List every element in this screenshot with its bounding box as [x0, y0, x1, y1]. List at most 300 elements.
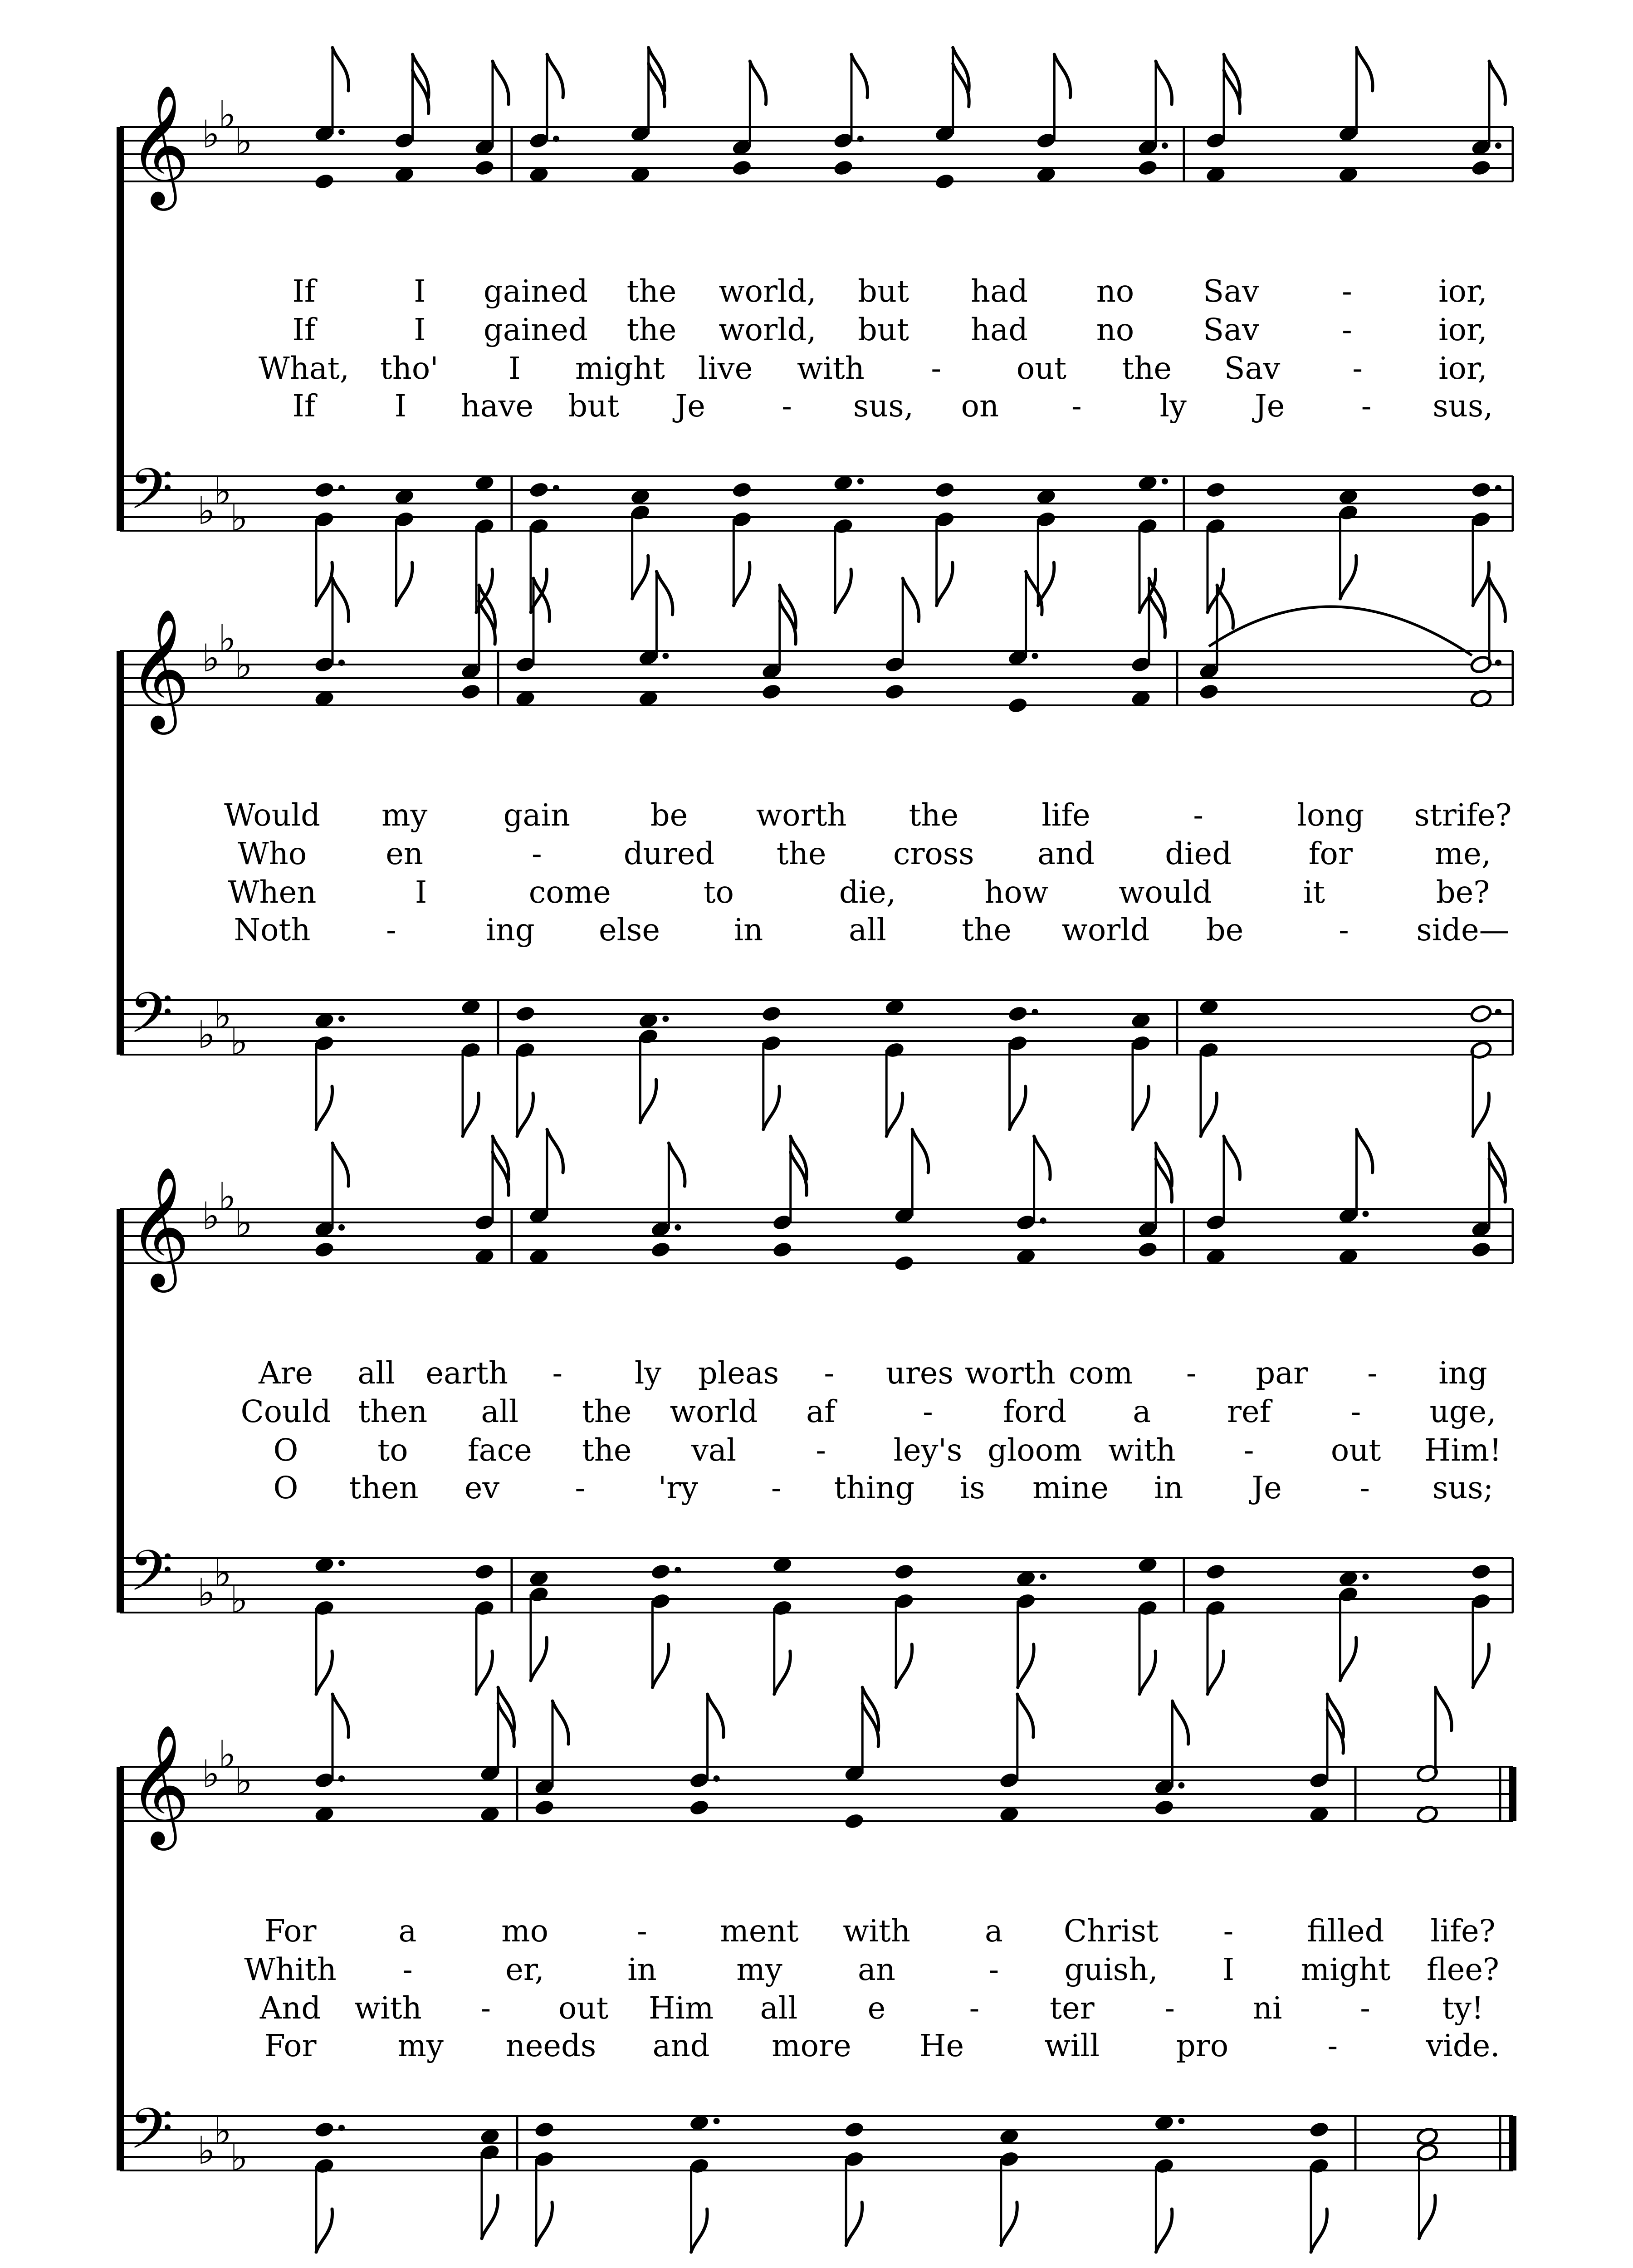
note-flag — [316, 562, 332, 606]
note-flag — [547, 54, 563, 98]
soprano-note — [998, 1694, 1033, 1789]
note-flag — [1139, 1651, 1156, 1694]
notehead — [884, 683, 905, 701]
lyric-syllable: out — [1016, 351, 1067, 386]
lyric-syllable: ior, — [1438, 351, 1487, 386]
lyric-syllable: I — [415, 875, 427, 910]
system-1 — [120, 48, 1513, 612]
flat-sign-icon: ♭ — [218, 616, 236, 661]
verse-4-lyrics — [234, 912, 1509, 948]
lyric-syllable: ures — [885, 1355, 953, 1391]
notehead — [650, 1241, 671, 1259]
notehead — [533, 1799, 555, 1817]
lyric-syllable: how — [984, 875, 1049, 910]
bass-note — [1015, 1592, 1037, 1687]
lyric-syllable: face — [467, 1432, 532, 1468]
notehead — [474, 1563, 495, 1581]
soprano-note — [313, 578, 348, 674]
alto-note — [1137, 159, 1158, 177]
soprano-note — [650, 1143, 685, 1238]
lyric-syllable: Sav — [1203, 274, 1259, 309]
augmentation-dot — [714, 1775, 720, 1782]
lyric-hyphen: - — [532, 836, 542, 871]
note-flag — [332, 1143, 349, 1186]
soprano-note — [1338, 48, 1373, 143]
note-flag — [708, 1694, 724, 1737]
notehead — [1198, 683, 1219, 701]
verse-1-lyrics — [264, 1913, 1495, 1949]
lyric-syllable: pro — [1176, 2028, 1229, 2063]
augmentation-dot — [1162, 478, 1168, 484]
lyric-hyphen: - — [1352, 351, 1363, 386]
soprano-note — [479, 1687, 514, 1783]
verse-1-lyrics — [292, 274, 1487, 309]
treble-clef-icon: 𝄞 — [128, 1724, 190, 1845]
lyric-syllable: all — [481, 1394, 519, 1429]
lyric-syllable: sus, — [853, 388, 914, 424]
alto-note — [1470, 159, 1491, 177]
notehead — [1154, 1799, 1175, 1817]
note-flag — [332, 1694, 349, 1737]
lyric-syllable: O — [273, 1470, 298, 1505]
lyric-syllable: might — [575, 351, 665, 386]
lyric-hyphen: - — [575, 1470, 586, 1505]
augmentation-dot — [1032, 653, 1038, 659]
soprano-note — [1205, 54, 1240, 150]
lyric-syllable: be — [1206, 912, 1244, 948]
note-flag — [1436, 1687, 1452, 1730]
lyric-syllable: with — [354, 1990, 422, 2026]
lyric-syllable: 'ry — [658, 1470, 699, 1505]
lyric-syllable: mine — [1032, 1470, 1109, 1505]
note-flag — [531, 1637, 547, 1681]
alto-note — [650, 1241, 671, 1259]
bass-note — [1130, 1034, 1151, 1129]
lyric-syllable: might — [1301, 1952, 1391, 1987]
lyric-syllable: For — [264, 2028, 317, 2063]
bass-clef-icon: 𝄢 — [129, 2097, 173, 2175]
verse-4-lyrics — [274, 1470, 1494, 1505]
augmentation-dot — [675, 1567, 681, 1573]
bass-note — [313, 1034, 335, 1129]
lyric-syllable: gained — [484, 274, 588, 309]
lyric-hyphen: - — [1361, 388, 1372, 424]
tenor-note — [650, 1563, 681, 1581]
soprano-note — [772, 1136, 807, 1232]
lyric-syllable: en — [386, 836, 424, 871]
note-flag — [552, 1701, 569, 1744]
soprano-note — [1007, 572, 1042, 667]
note-flag — [316, 1086, 332, 1129]
treble-clef-icon: 𝄞 — [128, 1166, 190, 1287]
augmentation-dot — [1495, 1009, 1501, 1015]
tenor-note — [1470, 1004, 1501, 1024]
note-flag — [316, 2209, 332, 2252]
notehead — [313, 1241, 335, 1259]
notehead — [1470, 1004, 1492, 1024]
soprano-note — [1338, 1129, 1373, 1225]
alto-note — [731, 159, 753, 177]
flat-sign-icon: ♭ — [214, 1551, 232, 1595]
tenor-note — [533, 2121, 555, 2139]
lyric-syllable: thing — [834, 1470, 915, 1505]
note-flag — [1340, 556, 1357, 599]
alto-note — [1154, 1799, 1175, 1817]
augmentation-dot — [338, 1016, 345, 1022]
lyric-syllable: with — [797, 351, 865, 386]
flat-sign-icon: ♭ — [197, 1012, 215, 1057]
tenor-note — [1308, 2121, 1330, 2139]
lyric-syllable: ing — [1438, 1355, 1487, 1391]
lyric-syllable: com — [1068, 1355, 1133, 1391]
augmentation-dot — [338, 485, 345, 491]
lyric-syllable: and — [1037, 836, 1095, 871]
note-flag — [1473, 1644, 1489, 1687]
notehead — [528, 481, 549, 499]
augmentation-dot — [338, 2125, 345, 2131]
note-flag — [774, 1651, 791, 1694]
augmentation-dot — [338, 1560, 345, 1566]
lyric-syllable: all — [760, 1990, 798, 2026]
flat-sign-icon: ♭ — [230, 1019, 248, 1064]
note-flag — [1224, 1136, 1240, 1179]
bass-clef-icon: 𝄢 — [129, 457, 173, 536]
flat-sign-icon: ♭ — [197, 2128, 215, 2173]
verse-4-lyrics — [264, 2028, 1500, 2063]
flat-sign-icon: ♭ — [235, 1201, 253, 1245]
soprano-note — [533, 1701, 568, 1796]
lyric-syllable: is — [959, 1470, 985, 1505]
lyric-syllable: all — [849, 912, 886, 948]
note-flag — [1054, 54, 1071, 98]
lyric-hyphen: - — [1350, 1394, 1361, 1429]
note-flag — [632, 556, 649, 599]
note-flag — [640, 1080, 656, 1123]
lyric-syllable: it — [1303, 875, 1325, 910]
note-flag — [669, 1143, 685, 1186]
lyric-syllable: val — [691, 1432, 737, 1468]
notehead — [1007, 1005, 1028, 1023]
lyric-syllable: life? — [1430, 1913, 1496, 1949]
lyric-syllable: pleas — [698, 1355, 779, 1391]
verse-2-lyrics — [240, 1394, 1496, 1429]
bass-note — [998, 2150, 1020, 2245]
lyric-syllable: and — [652, 2028, 710, 2063]
lyric-hyphen: - — [1193, 797, 1203, 833]
lyric-hyphen: - — [1164, 1990, 1175, 2026]
lyric-syllable: out — [558, 1990, 609, 2026]
augmentation-dot — [1032, 1009, 1038, 1015]
notehead — [761, 1005, 782, 1023]
lyric-hyphen: - — [402, 1952, 413, 1987]
soprano-note — [630, 48, 665, 143]
bass-note — [894, 1592, 915, 1687]
lyric-hyphen: - — [1342, 312, 1352, 347]
lyric-syllable: the — [626, 274, 677, 309]
bass-note — [761, 1034, 782, 1129]
lyric-syllable: Je — [1252, 1470, 1282, 1505]
note-flag — [316, 1651, 332, 1694]
lyric-hyphen: - — [1071, 388, 1082, 424]
notehead — [832, 159, 854, 177]
soprano-note — [884, 578, 919, 674]
soprano-note — [638, 572, 673, 667]
lyric-syllable: sus, — [1433, 388, 1493, 424]
note-flag — [493, 61, 509, 104]
flat-sign-icon: ♭ — [214, 469, 232, 513]
lyric-syllable: strife? — [1414, 797, 1512, 833]
lyric-syllable: Sav — [1203, 312, 1259, 347]
lyric-syllable: ior, — [1438, 312, 1487, 347]
lyric-syllable: I — [1222, 1952, 1235, 1987]
lyric-syllable: Would — [224, 797, 321, 833]
lyric-syllable: gloom — [988, 1432, 1082, 1468]
note-flag — [903, 578, 919, 621]
lyric-hyphen: - — [1367, 1355, 1378, 1391]
system-2 — [120, 572, 1513, 1136]
flat-sign-icon: ♭ — [230, 495, 248, 540]
lyric-syllable: no — [1096, 312, 1134, 347]
lyric-syllable: had — [971, 274, 1028, 309]
lyric-syllable: If — [292, 274, 316, 309]
bass-note — [1007, 1034, 1028, 1129]
alto-note — [1007, 696, 1028, 714]
note-flag — [1489, 578, 1506, 621]
note-flag — [1133, 1086, 1149, 1129]
note-flag — [851, 54, 868, 98]
score-systems — [120, 48, 1513, 2252]
lyric-syllable: for — [1308, 836, 1353, 871]
lyric-hyphen: - — [782, 388, 792, 424]
augmentation-dot — [1178, 1782, 1184, 1789]
note-flag — [656, 572, 673, 615]
tenor-note — [1007, 1005, 1038, 1023]
lyric-syllable: Could — [240, 1394, 331, 1429]
verse-2-lyrics — [292, 312, 1487, 347]
augmentation-dot — [553, 136, 559, 142]
lyric-syllable: ing — [486, 912, 535, 948]
notehead — [761, 683, 782, 701]
lyric-syllable: Je — [1254, 388, 1285, 424]
lyric-syllable: out — [1330, 1432, 1381, 1468]
flat-sign-icon: ♭ — [214, 2109, 232, 2153]
lyric-hyphen: - — [480, 1990, 491, 2026]
flat-sign-icon: ♭ — [218, 93, 236, 137]
tenor-note — [1470, 481, 1501, 499]
lyric-syllable: Sav — [1224, 351, 1281, 386]
treble-staff — [120, 1209, 1513, 1263]
augmentation-dot — [1495, 660, 1501, 666]
note-flag — [482, 2195, 498, 2239]
notehead — [313, 481, 335, 499]
verse-2-lyrics — [244, 1952, 1499, 1987]
soprano-note — [528, 1129, 563, 1225]
soprano-note — [689, 1694, 724, 1789]
soprano-note — [1470, 61, 1505, 156]
note-flag — [1473, 562, 1489, 606]
tenor-note — [313, 2121, 345, 2139]
soprano-note — [1036, 54, 1071, 150]
soprano-note — [761, 585, 796, 680]
note-flag — [896, 1644, 912, 1687]
lyric-syllable: Him! — [1424, 1432, 1502, 1468]
lyric-syllable: When — [228, 875, 317, 910]
lyric-syllable: the — [582, 1394, 632, 1429]
alto-note — [772, 1241, 793, 1259]
notehead — [313, 2121, 335, 2139]
note-flag — [1156, 61, 1172, 104]
tenor-note — [313, 481, 345, 499]
soprano-note — [460, 585, 495, 680]
note-flag — [937, 562, 953, 606]
tenor-note — [894, 1563, 915, 1581]
lyric-syllable: no — [1096, 274, 1134, 309]
note-flag — [1419, 2195, 1436, 2239]
notehead — [650, 1563, 671, 1581]
soprano-note — [1137, 1143, 1172, 1238]
lyric-syllable: long — [1297, 797, 1364, 833]
verse-3-lyrics — [274, 1432, 1502, 1468]
alto-note — [689, 1799, 710, 1817]
lyric-hyphen: - — [816, 1432, 826, 1468]
notehead — [1470, 481, 1491, 499]
lyric-syllable: ford — [1003, 1394, 1067, 1429]
verse-2-lyrics — [238, 836, 1491, 871]
lyric-hyphen: - — [988, 1952, 999, 1987]
alto-note — [460, 683, 481, 701]
lyric-syllable: worth — [756, 797, 847, 833]
lyric-syllable: vide. — [1426, 2028, 1500, 2063]
lyric-syllable: my — [736, 1952, 782, 1987]
lyric-syllable: needs — [505, 2028, 596, 2063]
soprano-note — [313, 1694, 348, 1789]
note-flag — [1139, 569, 1156, 612]
lyric-syllable: the — [626, 312, 677, 347]
lyric-syllable: ni — [1252, 1990, 1282, 2026]
note-flag — [1156, 2209, 1172, 2252]
alto-note — [934, 172, 955, 191]
note-flag — [691, 2209, 708, 2252]
lyric-syllable: all — [357, 1355, 396, 1391]
lyric-syllable: af — [806, 1394, 836, 1429]
notehead — [313, 172, 335, 191]
note-flag — [1201, 1093, 1217, 1136]
note-flag — [1217, 585, 1233, 628]
lyric-syllable: world, — [719, 312, 816, 347]
notehead — [934, 481, 955, 499]
note-flag — [396, 562, 413, 606]
lyric-hyphen: - — [552, 1355, 563, 1391]
notehead — [1205, 481, 1226, 499]
lyric-syllable: a — [398, 1913, 417, 1949]
augmentation-dot — [338, 129, 345, 135]
lyric-syllable: ty! — [1442, 1990, 1484, 2026]
lyric-syllable: guish, — [1064, 1952, 1158, 1987]
lyric-syllable: in — [627, 1952, 657, 1987]
augmentation-dot — [714, 2118, 720, 2124]
lyric-syllable: And — [259, 1990, 321, 2026]
lyric-syllable: but — [858, 312, 909, 347]
notehead — [1308, 2121, 1330, 2139]
flat-sign-icon: ♭ — [202, 112, 220, 156]
soprano-note — [474, 1136, 508, 1232]
system-4 — [120, 1687, 1513, 2252]
lyric-syllable: flee? — [1427, 1952, 1499, 1987]
lyric-hyphen: - — [386, 912, 396, 948]
notehead — [1470, 1241, 1491, 1259]
lyric-hyphen: - — [1186, 1355, 1197, 1391]
verse-3-lyrics — [259, 1990, 1484, 2026]
lyric-syllable: ley's — [893, 1432, 963, 1468]
alto-note — [1137, 1241, 1158, 1259]
soprano-note — [1470, 1143, 1505, 1238]
soprano-note — [313, 48, 348, 143]
treble-clef-icon: 𝄞 — [128, 84, 190, 205]
flat-sign-icon: ♭ — [235, 119, 253, 163]
note-flag — [652, 1644, 669, 1687]
notehead — [894, 1563, 915, 1581]
lyric-syllable: world, — [719, 274, 816, 309]
notehead — [844, 1812, 865, 1830]
lyric-syllable: side— — [1416, 912, 1510, 948]
soprano-note — [894, 1129, 929, 1225]
lyric-syllable: live — [698, 351, 753, 386]
lyric-syllable: with — [843, 1913, 910, 1949]
lyric-syllable: the — [909, 797, 959, 833]
note-flag — [1208, 1651, 1224, 1694]
note-flag — [517, 1093, 533, 1136]
lyric-syllable: then — [349, 1470, 419, 1505]
flat-sign-icon: ♭ — [230, 1577, 248, 1622]
lyric-syllable: but — [568, 388, 620, 424]
lyric-syllable: to — [377, 1432, 408, 1468]
verse-1-lyrics — [224, 797, 1512, 833]
flat-sign-icon: ♭ — [235, 1759, 253, 1803]
bass-note — [394, 510, 415, 606]
lyric-syllable: I — [414, 274, 426, 309]
notehead — [1470, 1563, 1491, 1581]
lyric-syllable: die, — [839, 875, 896, 910]
lyric-hyphen: - — [1223, 1913, 1234, 1949]
lyric-syllable: If — [292, 388, 316, 424]
lyric-syllable: ly — [634, 1355, 662, 1391]
note-flag — [835, 569, 851, 612]
lyric-hyphen: - — [1359, 1470, 1370, 1505]
notehead — [474, 159, 495, 177]
lyric-syllable: ment — [720, 1913, 799, 1949]
alto-note — [832, 159, 854, 177]
soprano-note — [1205, 1136, 1240, 1232]
soprano-note — [394, 54, 429, 150]
soprano-note — [514, 578, 549, 674]
lyric-syllable: with — [1108, 1432, 1176, 1468]
system-3 — [120, 1129, 1513, 1694]
lyric-syllable: be — [650, 797, 688, 833]
soprano-note — [1470, 578, 1505, 674]
lyric-syllable: the — [1122, 351, 1172, 386]
soprano-note — [313, 1143, 348, 1238]
augmentation-dot — [1363, 1211, 1369, 1217]
alto-note — [313, 1241, 335, 1259]
augmentation-dot — [338, 1224, 345, 1231]
alto-note — [1198, 683, 1219, 701]
augmentation-dot — [662, 653, 669, 659]
bass-note — [934, 510, 955, 606]
lyric-syllable: me, — [1434, 836, 1491, 871]
treble-clef-icon: 𝄞 — [128, 608, 190, 729]
notehead — [731, 159, 753, 177]
flat-sign-icon: ♭ — [202, 636, 220, 680]
